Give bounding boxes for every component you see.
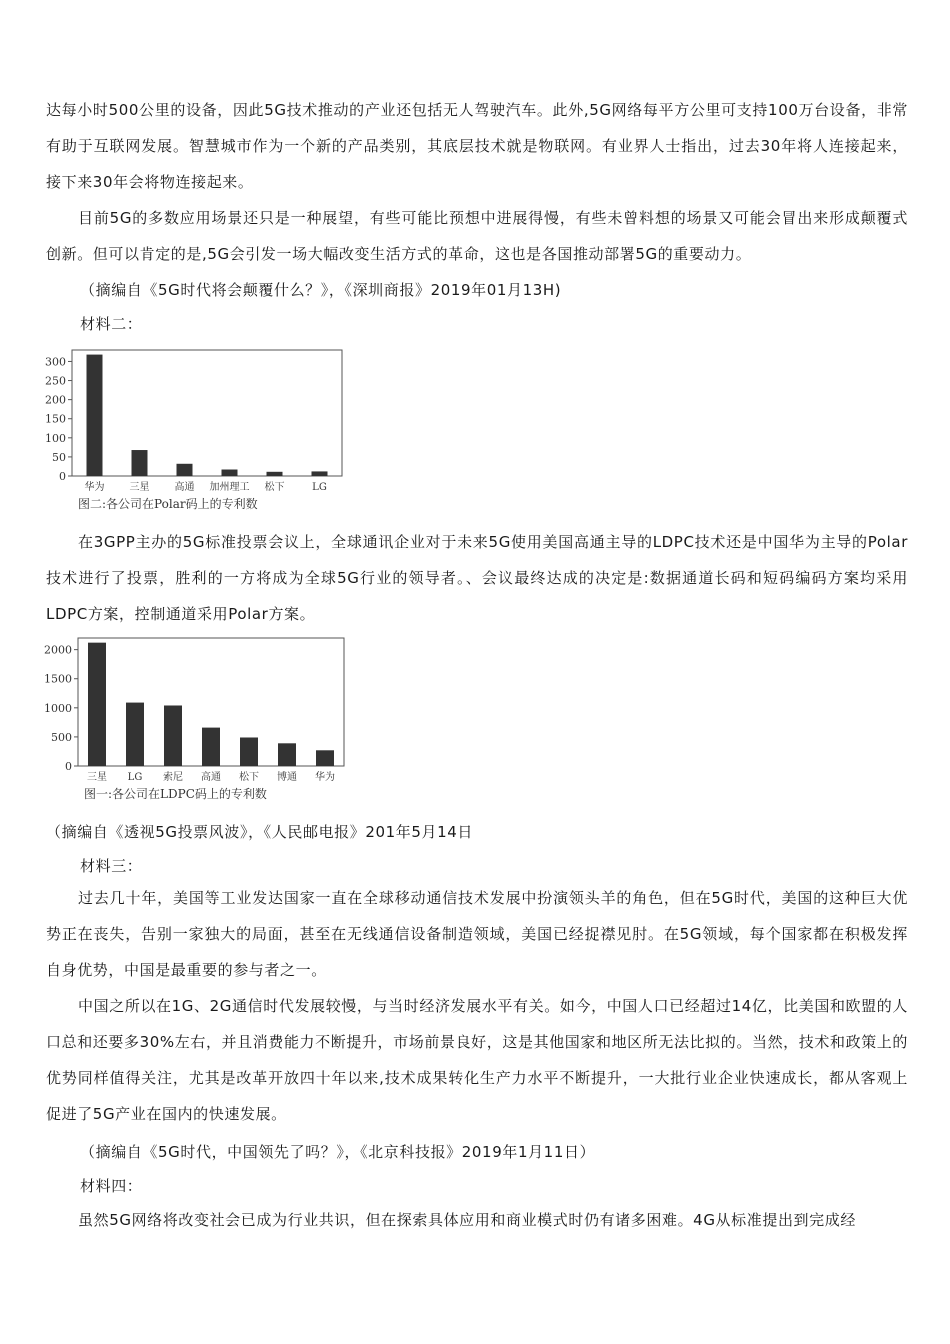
y-tick-label: 250 bbox=[45, 374, 66, 388]
source-2: （摘编自《透视5G投票风波》，《人民邮电报》201年5月14日 bbox=[46, 823, 474, 841]
bar-松下 bbox=[267, 472, 283, 476]
y-tick-label: 100 bbox=[45, 431, 66, 445]
bar-三星 bbox=[132, 450, 148, 476]
y-tick-label: 0 bbox=[65, 760, 72, 773]
chart-title: 图二:各公司在Polar码上的专利数 bbox=[78, 497, 258, 511]
y-tick-label: 50 bbox=[52, 450, 66, 464]
material-3-heading: 材料三： bbox=[80, 857, 143, 875]
x-tick-label: 松下 bbox=[239, 772, 259, 783]
x-tick-label: 博通 bbox=[277, 772, 297, 783]
y-tick-label: 1000 bbox=[44, 701, 72, 715]
polar-chart-svg bbox=[40, 340, 360, 518]
bar-三星 bbox=[88, 643, 106, 766]
paragraph-2: 目前5G的多数应用场景还只是一种展望，有些可能比预想中进展得慢，有些未曾料想的场景又可能会冒出来形成颠覆式创新。但可以肯定的是,5G会引发一场大幅改变生活方式的革命，这也是各国推动部署5G的重要动力。 bbox=[46, 209, 908, 263]
source-1: （摘编自《5G时代将会颠覆什么？》，《深圳商报》2019年01月13H) bbox=[80, 281, 562, 299]
polar-chart bbox=[40, 340, 360, 522]
x-tick-label: 三星 bbox=[87, 772, 107, 783]
x-tick-label: 高通 bbox=[201, 772, 221, 783]
bar-松下 bbox=[240, 737, 258, 766]
x-tick-label: 华为 bbox=[84, 482, 105, 493]
paragraph-3: 在3GPP主办的5G标准投票会议上，全球通讯企业对于未来5G使用美国高通主导的LDPC技术还是中国华为主导的Polar技术进行了投票，胜利的一方将成为全球5G行业的领导者。、会议最终达成的决定是:数据通道长码和短码编码方案均采用LDPC方案，控制通道采用Polar方案。 bbox=[46, 533, 908, 623]
x-tick-label: 三星 bbox=[129, 482, 150, 493]
paragraph-5: 中国之所以在1G、2G通信时代发展较慢，与当时经济发展水平有关。如今，中国人口已经超过14亿，比美国和欧盟的人口总和还要多30%左右，并且消费能力不断提升，市场前景良好，这是其他国家和地区所无法比拟的。当然，技术和政策上的优势同样值得关注，尤其是改革开放四十年以来,技术成果转化生产力水平不断提升，一大批行业企业快速成长，都从客观上促进了5G产业在国内的快速发展。 bbox=[46, 997, 908, 1123]
plot-frame bbox=[72, 350, 342, 476]
bar-LG bbox=[126, 703, 144, 766]
bar-华为 bbox=[316, 750, 334, 766]
y-tick-label: 500 bbox=[51, 730, 72, 744]
y-tick-label: 300 bbox=[45, 355, 66, 369]
x-tick-label: 华为 bbox=[315, 772, 335, 783]
material-4-heading: 材料四： bbox=[80, 1177, 143, 1195]
x-tick-label: 索尼 bbox=[163, 772, 183, 783]
y-tick-label: 1500 bbox=[44, 672, 72, 686]
paragraph-6: 虽然5G网络将改变社会已成为行业共识，但在探索具体应用和商业模式时仍有诸多困难。4G从标准提出到完成经 bbox=[78, 1211, 856, 1229]
bar-索尼 bbox=[164, 705, 182, 766]
material-2-heading: 材料二： bbox=[80, 315, 143, 333]
chart-title: 图一:各公司在LDPC码上的专利数 bbox=[84, 787, 267, 801]
ldpc-chart-svg bbox=[40, 632, 360, 808]
x-tick-label: LG bbox=[312, 482, 327, 493]
bar-高通 bbox=[202, 728, 220, 766]
x-tick-label: LG bbox=[127, 772, 143, 783]
bar-博通 bbox=[278, 743, 296, 766]
paragraph-4: 过去几十年，美国等工业发达国家一直在全球移动通信技术发展中扮演领头羊的角色，但在5G时代，美国的这种巨大优势正在丧失，告别一家独大的局面，甚至在无线通信设备制造领域，美国已经捉襟见肘。在5G领域，每个国家都在积极发挥自身优势，中国是最重要的参与者之一。 bbox=[46, 889, 908, 979]
x-tick-label: 加州理工 bbox=[209, 482, 250, 493]
ldpc-chart bbox=[40, 632, 360, 812]
x-tick-label: 松下 bbox=[264, 482, 285, 493]
y-tick-label: 2000 bbox=[44, 643, 72, 657]
y-tick-label: 150 bbox=[45, 412, 66, 426]
paragraph-1: 达每小时500公里的设备，因此5G技术推动的产业还包括无人驾驶汽车。此外,5G网络每平方公里可支持100万台设备，非常有助于互联网发展。智慧城市作为一个新的产品类别，其底层技术就是物联网。有业界人士指出，过去30年将人连接起来，接下来30年会将物连接起来。 bbox=[46, 101, 908, 191]
bar-华为 bbox=[87, 355, 103, 476]
x-tick-label: 高通 bbox=[174, 482, 195, 493]
source-3: （摘编自《5G时代，中国领先了吗？》，《北京科技报》2019年1月11日） bbox=[80, 1143, 596, 1161]
bar-加州理工 bbox=[222, 470, 238, 476]
bar-高通 bbox=[177, 464, 193, 476]
y-tick-label: 0 bbox=[59, 470, 66, 483]
y-tick-label: 200 bbox=[45, 393, 66, 407]
bar-LG bbox=[312, 471, 328, 476]
